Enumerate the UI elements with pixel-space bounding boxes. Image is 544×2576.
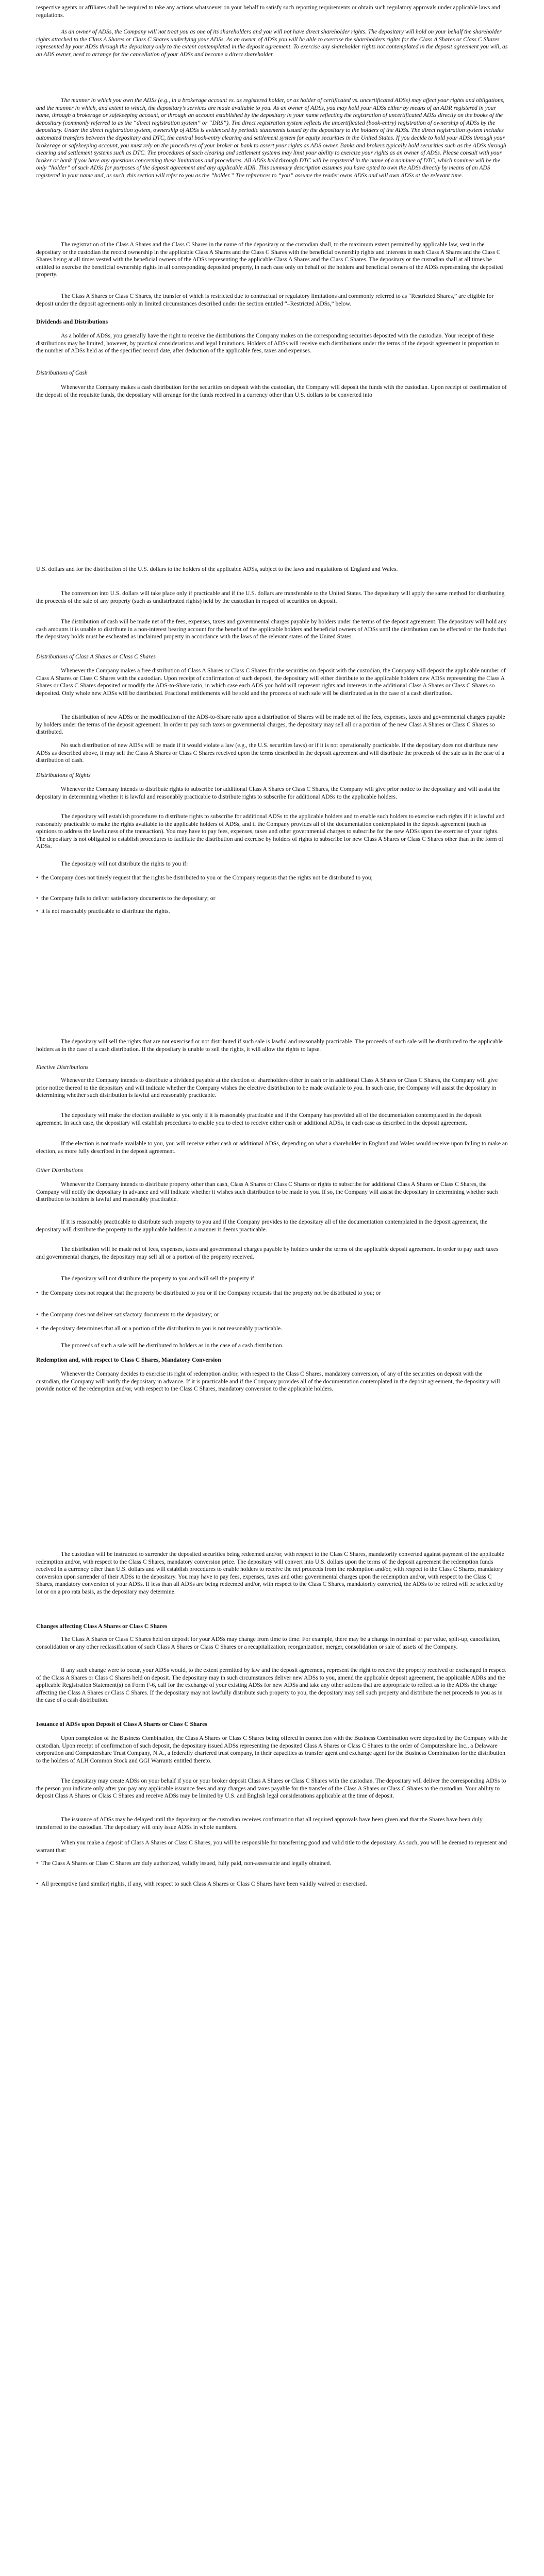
- paragraph-shares-2: The distribution of new ADSs or the modification of the ADS-to-Share ratio upon a distribution of Shares will be made net of the fees, expenses, taxes and governmental charges payable by holders under the terms of the deposit agreement. In order to pay such taxes or governmental charges, the depositary may sell all or a portion of the new Class A Shares or Class C Shares so distributed.: [36, 714, 505, 736]
- paragraph-shares-1: Whenever the Company makes a free distribution of Class A Shares or Class C Shares for the securities on deposit with the custodian, the Company will deposit the applicable number of Class A Shares or Class C Shares with the custodian. Upon receipt of confirmation of such deposit, the depositary will either distribute to the applicable holders new ADSs representing the Class A Shares or Class C Shares deposited or modify the ADS-to-Share ratio, in which case each ADS you hold will represent rights and interests in the additional Class A Shares or Class C Shares so deposited. Only whole new ADSs will be distributed. Fractional entitlements will be sold and the proceeds of such sale will be distributed as in the case of a cash distribution.: [36, 667, 506, 697]
- paragraph-elective-3: If the election is not made available to you, you will receive either cash or additional ADSs, depending on what a shareholder in England and Wales would receive upon failing to make an election, as more fully described in the deposit agreement.: [36, 1140, 508, 1155]
- subheading-rights: Distributions of Rights: [36, 772, 91, 778]
- paragraph-issuance-3: The issuance of ADSs may be delayed until the depositary or the custodian receives confirmation that all required approvals have been given and that the Shares have been duly transferred to the custodian. The depositary will only issue ADSs in whole numbers.: [36, 1816, 483, 1831]
- heading-issuance: Issuance of ADSs upon Deposit of Class A Shares or Class C Shares: [36, 1721, 207, 1727]
- bullet-other-2: • the Company does not deliver satisfactory documents to the depositary; or: [36, 1311, 219, 1318]
- paragraph-changes-1: The Class A Shares or Class C Shares held on deposit for your ADSs may change from time to time. For example, there may be a change in nominal or par value, split-up, cancellation, consolidation or any other reclassification of such Class A Shares or Class C Shares or a recapitalization, reorganization, merger, consolidation or sale of assets of the Company.: [36, 1636, 501, 1650]
- paragraph-issuance-1: Upon completion of the Business Combination, the Class A Shares or Class C Shares being offered in connection with the Business Combination were deposited by the Company with the custodian. Upon receipt of confirmation of such deposit, the depositary issued ADSs representing the deposited Class A Shares or Class C Shares to the order of Computershare Inc., a Delaware corporation and Computershare Trust Company, N.A., a federally chartered trust company, in their capacities as transfer agent and exchange agent for the Business Combination for the distribution to the holders of ALH Common Stock and GGI Warrants entitled thereto.: [36, 1735, 508, 1764]
- bullet-issuance-1: • The Class A Shares or Class C Shares are duly authorized, validly issued, fully paid, non-assessable and legally obtained.: [36, 1860, 332, 1867]
- paragraph-rights-2: The depositary will establish procedures to distribute rights to subscribe for additional ADSs to the applicable holders and to enable such holders to exercise such rights if it is lawful and reasonably practicable to make the rights available to the applicable holders of ADSs, and if the Company provides all of the documentation contemplated in the deposit agreement (such as opinions to address the lawfulness of the transaction). You may have to pay fees, expenses, taxes and other governmental charges to subscribe for the new ADSs upon the exercise of your rights. The depositary is not obligated to establish procedures to facilitate the distribution and exercise by holders of rights to subscribe for new Class A Shares or Class C Shares other than in the form of ADSs.: [36, 813, 505, 850]
- heading-redemption: Redemption and, with respect to Class C Shares, Mandatory Conversion: [36, 1357, 221, 1363]
- heading-dividends: Dividends and Distributions: [36, 318, 108, 325]
- italic-paragraph-ownership-manner: The manner in which you own the ADSs (e.g., in a brokerage account vs. as registered holder, or as holder of certificated vs. uncertificated ADSs) may affect your rights and obligations, and the manner in which, and extent to which, the depositary’s services are made available to you. As an owner of ADSs, you may hold your ADSs either by means of an ADR registered in your name, through a brokerage or safekeeping account, or through an account established by the depositary in your name reflecting the registration of uncertificated ADSs directly on the books of the depositary (commonly referred to as the “direct registration system” or “DRS”). The direct registration system reflects the uncertificated (book-entry) registration of ownership of ADSs by the depositary. Under the direct registration system, ownership of ADSs is evidenced by periodic statements issued by the depositary to the holders of the ADSs. The direct registration system includes automated transfers between the depositary and DTC, the central book-entry clearing and settlement system for equity securities in the United States. If you decide to hold your ADSs through your brokerage or safekeeping account, you must rely on the procedures of your broker or bank to assert your rights as ADS owner. Banks and brokers typically hold securities such as the ADSs through clearing and settlement systems such as DTC. The procedures of such clearing and settlement systems may limit your ability to exercise your rights as an owner of ADSs. Please consult with your broker or bank if you have any questions concerning these limitations and procedures. All ADSs held through DTC will be registered in the name of a nominee of DTC, which nominee will be the only “holder” of such ADSs for purposes of the deposit agreement and any applicable ADR. This summary description assumes you have opted to own the ADSs directly by means of an ADS registered in your name and, as such, this section will refer to you as the “holder.” The references to “you” assume the reader owns ADSs and will own ADSs at the relevant time.: [36, 97, 506, 179]
- paragraph-changes-2: If any such change were to occur, your ADSs would, to the extent permitted by law and the deposit agreement, represent the right to receive the property received or exchanged in respect of the Class A Shares or Class C Shares held on deposit. The depositary may in such circumstances deliver new ADSs to you, amend the applicable deposit agreement, the applicable ADRs and the applicable Registration Statement(s) on Form F-6, call for the exchange of your existing ADSs for new ADSs and take any other actions that are appropriate to reflect as to the ADSs the change affecting the Class A Shares or Class C Shares. If the depositary may not lawfully distribute such property to you, the depositary may sell such property and distribute the net proceeds to you as in the case of a cash distribution.: [36, 1667, 506, 1704]
- paragraph-dividends-intro: As a holder of ADSs, you generally have the right to receive the distributions the Company makes on the corresponding securities deposited with the custodian. Your receipt of these distributions may be limited, however, by practical considerations and legal limitations. Holders of ADSs will receive such distributions under the terms of the deposit agreement in proportion to the number of ADSs held as of the specified record date, after deduction of the applicable fees, taxes and expenses.: [36, 332, 500, 354]
- paragraph-elective-1: Whenever the Company intends to distribute a dividend payable at the election of shareholders either in cash or in additional Class A Shares or Class C Shares, the Company will give prior notice thereof to the depositary and will indicate whether the Company wishes the elective distribution to be made available to you. In such case, the Company will assist the depositary in determining whether such distribution is lawful and reasonably practicable.: [36, 1077, 498, 1099]
- subheading-shares: Distributions of Class A Shares or Class C Shares: [36, 653, 156, 660]
- subheading-elective: Elective Distributions: [36, 1064, 89, 1071]
- subheading-other: Other Distributions: [36, 1167, 84, 1174]
- italic-paragraph-shareholder-rights: As an owner of ADSs, the Company will not treat you as one of its shareholders and you will not have direct shareholder rights. The depositary will hold on your behalf the shareholder rights attached to the Class A Shares or Class C Shares underlying your ADSs. As an owner of ADSs you will be able to exercise the shareholders rights for the Class A Shares or Class C Shares represented by your ADSs through the depositary only to the extent contemplated in the deposit agreement. To exercise any shareholder rights not contemplated in the deposit agreement you will, as an ADS owner, need to arrange for the cancellation of your ADSs and become a direct shareholder.: [36, 28, 508, 58]
- paragraph-shares-3: No such distribution of new ADSs will be made if it would violate a law (e.g., the U.S. securities laws) or if it is not operationally practicable. If the depositary does not distribute new ADSs as described above, it may sell the Class A Shares or Class C Shares received upon the terms described in the deposit agreement and will distribute the proceeds of the sale as in the case of a distribution of cash.: [36, 742, 504, 764]
- bullet-other-1: • the Company does not request that the property be distributed to you or if the Company requests that the property not be distributed to you; or: [36, 1290, 381, 1296]
- bullet-rights-2: • the Company fails to deliver satisfactory documents to the depositary; or: [36, 895, 216, 902]
- paragraph-cash-3: The conversion into U.S. dollars will take place only if practicable and if the U.S. dollars are transferable to the United States. The depositary will apply the same method for distributing the proceeds of the sale of any property (such as undistributed rights) held by the custodian in respect of securities on deposit.: [36, 590, 505, 604]
- paragraph-other-2: If it is reasonably practicable to distribute such property to you and if the Company provides to the depositary all of the documentation contemplated in the deposit agreement, the depositary will distribute the property to the applicable holders in a manner it deems practicable.: [36, 1218, 488, 1233]
- paragraph-rights-4: The depositary will sell the rights that are not exercised or not distributed if such sale is lawful and reasonably practicable. The proceeds of such sale will be distributed to the applicable holders as in the case of a cash distribution. If the depositary is unable to sell the rights, it will allow the rights to lapse.: [36, 1038, 503, 1053]
- heading-changes: Changes affecting Class A Shares or Class C Shares: [36, 1623, 168, 1630]
- paragraph-redemption-1: Whenever the Company decides to exercise its right of redemption and/or, with respect to the Class C Shares, mandatory conversion, of any of the securities on deposit with the custodian, the Company will notify the depositary in advance. If it is practicable and if the Company provides all of the documentation contemplated in the deposit agreement, the depositary will provide notice of the redemption and/or, with respect to the Class C Shares, mandatory conversion to the applicable holders.: [36, 1370, 500, 1393]
- paragraph-rights-3: The depositary will not distribute the rights to you if:: [61, 860, 188, 867]
- paragraph-issuance-4: When you make a deposit of Class A Shares or Class C Shares, you will be responsible for transferring good and valid title to the depositary. As such, you will be deemed to represent and warrant that:: [36, 1839, 507, 1854]
- paragraph-issuance-2: The depositary may create ADSs on your behalf if you or your broker deposit Class A Shares or Class C Shares with the custodian. The depositary will deliver the corresponding ADSs to the person you indicate only after you pay any applicable issuance fees and any charges and taxes payable for the transfer of the Class A Shares or Class C Shares to the custodian. Your ability to deposit Class A Shares or Class C Shares and receive ADSs may be limited by U.S. and English legal considerations applicable at the time of deposit.: [36, 1777, 506, 1800]
- bullet-rights-1: • the Company does not timely request that the rights be distributed to you or the Company requests that the rights not be distributed to you;: [36, 874, 373, 881]
- paragraph-other-5: The proceeds of such a sale will be distributed to holders as in the case of a cash distribution.: [61, 1342, 284, 1349]
- subheading-cash: Distributions of Cash: [36, 369, 88, 376]
- paragraph-cash-1: Whenever the Company makes a cash distribution for the securities on deposit with the custodian, the Company will deposit the funds with the custodian. Upon receipt of confirmation of the deposit of the requisite funds, the depositary will arrange for the funds received in a currency other than U.S. dollars to be converted into: [36, 384, 507, 398]
- top-fragment: respective agents or affiliates shall be required to take any actions whatsoever on your behalf to satisfy such reporting requirements or obtain such regulatory approvals under applicable laws and regulations.: [36, 4, 500, 19]
- paragraph-registration: The registration of the Class A Shares and the Class C Shares in the name of the depositary or the custodian shall, to the maximum extent permitted by applicable law, vest in the depositary or the custodian the record ownership in the applicable Class A Shares and the Class C Shares with the beneficial ownership rights and interests in such Class A Shares and the Class C Shares being at all times vested with the beneficial owners of the ADSs representing the applicable Class A Shares and the Class C Shares. The depositary or the custodian shall at all times be entitled to exercise the beneficial ownership rights in all corresponding deposited property, in each case only on behalf of the holders and beneficial owners of the ADSs representing the deposited property.: [36, 241, 503, 278]
- paragraph-other-3: The distribution will be made net of fees, expenses, taxes and governmental charges payable by holders under the terms of the applicable deposit agreement. In order to pay such taxes and governmental charges, the depositary may sell all or a portion of the property received.: [36, 1246, 499, 1260]
- paragraph-redemption-2: The custodian will be instructed to surrender the deposited securities being redeemed and/or, with respect to the Class C Shares, mandatorily converted against payment of the applicable redemption and/or, with respect to the Class C Shares, mandatory conversion price. The depositary will convert into U.S. dollars upon the terms of the deposit agreement the redemption funds received in a currency other than U.S. dollars and will establish procedures to enable holders to receive the net proceeds from the redemption and/or, with respect to the Class C Shares, mandatory conversion upon surrender of their ADSs to the depositary. You may have to pay fees, expenses, taxes and other governmental charges upon the redemption and/or, with respect to the Class C Shares, mandatory conversion of your ADSs. If less than all ADSs are being redeemed and/or, with respect to the Class C Shares, mandatorily converted, the ADSs to be retired will be selected by lot or on a pro rata basis, as the depositary may determine.: [36, 1551, 504, 1595]
- paragraph-other-1: Whenever the Company intends to distribute property other than cash, Class A Shares or Class C Shares or rights to subscribe for additional Class A Shares or Class C Shares, the Company will notify the depositary in advance and will indicate whether it wishes such distribution to be made to you. If so, the Company will assist the depositary in determining whether such distribution to holders is lawful and reasonably practicable.: [36, 1181, 498, 1203]
- bullet-other-3: • the depositary determines that all or a portion of the distribution to you is not reasonably practicable.: [36, 1325, 283, 1332]
- paragraph-restricted-shares: The Class A Shares or Class C Shares, the transfer of which is restricted due to contractual or regulatory limitations and commonly referred to as “Restricted Shares,” are eligible for deposit under the deposit agreements only in limited circumstances described under the section entitled “–Restricted ADSs,” below.: [36, 293, 494, 307]
- paragraph-cash-4: The distribution of cash will be made net of the fees, expenses, taxes and governmental charges payable by holders under the terms of the deposit agreement. The depositary will hold any cash amounts it is unable to distribute in a non-interest bearing account for the benefit of the applicable holders and beneficial owners of ADSs until the distribution can be effected or the funds that the depositary holds must be escheated as unclaimed property in accordance with the laws of the relevant states of the United States.: [36, 618, 507, 640]
- bullet-rights-3: • it is not reasonably practicable to distribute the rights.: [36, 908, 170, 914]
- paragraph-elective-2: The depositary will make the election available to you only if it is reasonably practicable and if the Company has provided all of the documentation contemplated in the deposit agreement. In such case, the depositary will establish procedures to enable you to elect to receive either cash or additional ADSs, in each case as described in the deposit agreement.: [36, 1112, 482, 1126]
- paragraph-rights-1: Whenever the Company intends to distribute rights to subscribe for additional Class A Shares or Class C Shares, the Company will give prior notice to the depositary and will assist the depositary in determining whether it is lawful and reasonably practicable to distribute rights to subscribe for additional ADSs to the applicable holders.: [36, 786, 501, 800]
- bullet-issuance-2: • All preemptive (and similar) rights, if any, with respect to such Class A Shares or Class C Shares have been validly waived or exercised.: [36, 1880, 367, 1887]
- paragraph-other-4: The depositary will not distribute the property to you and will sell the property if:: [61, 1275, 256, 1282]
- paragraph-cash-2: U.S. dollars and for the distribution of the U.S. dollars to the holders of the applicable ADSs, subject to the laws and regulations of England and Wales.: [36, 566, 398, 572]
